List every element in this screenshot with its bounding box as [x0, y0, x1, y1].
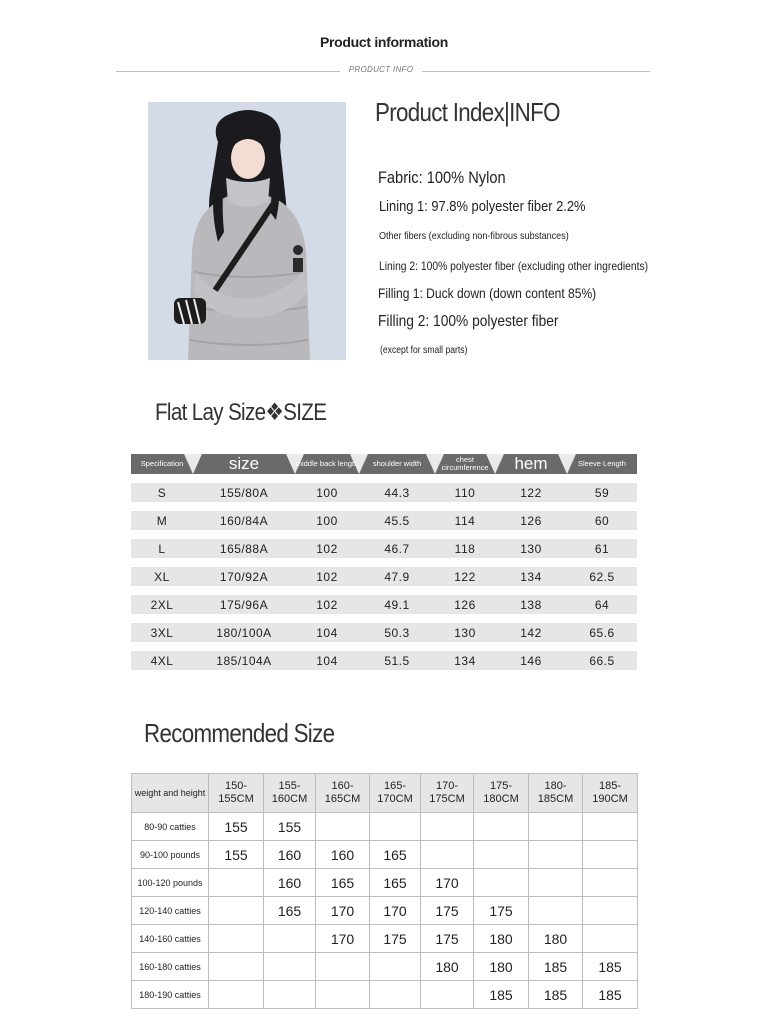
height-column-header: 150-155CM	[209, 774, 264, 813]
size-row	[131, 511, 637, 530]
size-cell: 100	[316, 485, 338, 500]
recommended-row	[132, 869, 638, 897]
size-cell: 64	[594, 597, 610, 612]
recommended-size-cell	[370, 813, 421, 841]
recommended-size-cell: 160	[316, 841, 370, 869]
size-cell: 66.5	[589, 653, 615, 668]
size-cell: 44.3	[384, 485, 410, 500]
recommended-size-cell	[316, 981, 370, 1009]
recommended-size-cell: 155	[209, 841, 264, 869]
recommended-size-cell: 165	[264, 897, 316, 925]
flat-lay-title: Flat Lay Size❖SIZE	[155, 399, 327, 426]
height-column-header: 160-165CM	[316, 774, 370, 813]
lining2-text: Lining 2: 100% polyester fiber (excluding other ingredients)	[379, 259, 649, 273]
page-subtitle: PRODUCT INFO	[348, 65, 414, 74]
height-column-header: 185-190CM	[583, 774, 638, 813]
size-header-cell: chest circumference	[441, 455, 489, 472]
size-cell: 146	[520, 653, 542, 668]
size-row	[131, 651, 637, 670]
recommended-size-cell: 180	[474, 925, 529, 953]
weight-row-label: 90-100 pounds	[132, 841, 209, 869]
recommended-size-cell: 170	[370, 897, 421, 925]
recommended-size-cell	[583, 869, 638, 897]
size-table	[131, 454, 637, 670]
except-text: (except for small parts)	[380, 345, 468, 356]
size-cell: 175/96A	[219, 597, 269, 612]
size-cell: 122	[520, 485, 542, 500]
size-cell: 134	[520, 569, 542, 584]
recommended-size-cell: 165	[370, 841, 421, 869]
size-cell: 3XL	[150, 625, 174, 640]
recommended-size-cell	[474, 841, 529, 869]
filling2-text: Filling 2: 100% polyester fiber	[378, 313, 559, 330]
recommended-size-cell	[264, 925, 316, 953]
recommended-size-cell: 165	[370, 869, 421, 897]
recommended-size-cell	[421, 813, 474, 841]
size-cell: 126	[520, 513, 542, 528]
size-cell: 170/92A	[219, 569, 269, 584]
height-column-header: 165-170CM	[370, 774, 421, 813]
recommended-size-cell	[209, 897, 264, 925]
size-cell: 47.9	[384, 569, 410, 584]
recommended-size-cell	[583, 813, 638, 841]
recommended-size-cell: 175	[474, 897, 529, 925]
size-cell: 126	[454, 597, 476, 612]
size-cell: 142	[520, 625, 542, 640]
size-row	[131, 483, 637, 502]
size-cell: L	[158, 541, 166, 556]
recommended-size-cell	[474, 813, 529, 841]
weight-row-label: 100-120 pounds	[132, 869, 209, 897]
size-cell: 110	[454, 485, 476, 500]
recommended-size-cell: 155	[209, 813, 264, 841]
size-cell: 102	[316, 597, 338, 612]
recommended-size-cell: 185	[583, 981, 638, 1009]
recommended-size-cell	[209, 869, 264, 897]
size-cell: 50.3	[384, 625, 410, 640]
recommended-size-cell	[583, 925, 638, 953]
size-cell: 104	[316, 625, 338, 640]
recommended-size-cell: 185	[474, 981, 529, 1009]
recommended-size-cell	[583, 841, 638, 869]
size-header-cell: shoulder width	[372, 459, 422, 468]
size-cell: 130	[454, 625, 476, 640]
size-cell: 122	[454, 569, 476, 584]
size-row	[131, 567, 637, 586]
recommended-size-cell	[421, 841, 474, 869]
height-column-header: 180-185CM	[529, 774, 583, 813]
size-cell: 45.5	[384, 513, 410, 528]
recommended-size-cell	[529, 897, 583, 925]
product-photo	[148, 102, 346, 360]
recommended-row	[132, 953, 638, 981]
other-fibers-text: Other fibers (excluding non-fibrous substances)	[379, 230, 569, 242]
size-cell: 100	[316, 513, 338, 528]
corner-header: weight and height	[132, 774, 209, 813]
recommended-table	[131, 773, 638, 1009]
size-header-cell: hem	[514, 454, 548, 473]
recommended-size-cell	[421, 981, 474, 1009]
recommended-size-cell	[529, 869, 583, 897]
size-cell: 61	[594, 541, 610, 556]
size-cell: XL	[154, 569, 170, 584]
weight-row-label: 80-90 catties	[132, 813, 209, 841]
recommended-row	[132, 981, 638, 1009]
product-info-title: Product Index|INFO	[375, 97, 560, 127]
recommended-size-cell: 155	[264, 813, 316, 841]
size-header-cell: middle back length	[295, 459, 359, 468]
size-cell: 165/88A	[219, 541, 269, 556]
size-cell: 104	[316, 653, 338, 668]
size-cell: 138	[520, 597, 542, 612]
size-cell: 180/100A	[216, 625, 272, 640]
recommended-size-cell: 170	[421, 869, 474, 897]
recommended-size-cell	[316, 813, 370, 841]
recommended-size-cell: 185	[529, 953, 583, 981]
recommended-header-row	[132, 774, 638, 813]
recommended-size-cell	[474, 869, 529, 897]
recommended-size-cell: 185	[529, 981, 583, 1009]
recommended-size-cell	[209, 981, 264, 1009]
recommended-row	[132, 897, 638, 925]
size-cell: 155/80A	[219, 485, 269, 500]
recommended-size-cell: 175	[421, 897, 474, 925]
recommended-row	[132, 841, 638, 869]
size-cell: 51.5	[384, 653, 410, 668]
size-table-body	[131, 483, 637, 670]
recommended-size-cell	[370, 981, 421, 1009]
recommended-row	[132, 925, 638, 953]
size-row	[131, 595, 637, 614]
filling1-text: Filling 1: Duck down (down content 85%)	[378, 285, 597, 301]
lining1-text: Lining 1: 97.8% polyester fiber 2.2%	[379, 198, 586, 215]
recommended-size-cell	[583, 897, 638, 925]
size-cell: 185/104A	[216, 653, 272, 668]
size-cell: 60	[594, 513, 610, 528]
size-row	[131, 623, 637, 642]
size-cell: 4XL	[150, 653, 174, 668]
size-cell: 102	[316, 569, 338, 584]
size-cell: 102	[316, 541, 338, 556]
size-table-header	[131, 454, 637, 474]
weight-row-label: 140-160 catties	[132, 925, 209, 953]
recommended-size-cell	[529, 813, 583, 841]
recommended-size-cell: 165	[316, 869, 370, 897]
size-cell: 160/84A	[219, 513, 269, 528]
height-column-header: 155-160CM	[264, 774, 316, 813]
height-column-header: 175-180CM	[474, 774, 529, 813]
recommended-size-cell	[316, 953, 370, 981]
size-cell: 118	[454, 541, 476, 556]
size-header-cell: Sleeve Length	[578, 459, 626, 468]
recommended-size-cell: 175	[370, 925, 421, 953]
size-header-cell: Specification	[140, 459, 184, 468]
size-cell: M	[156, 513, 168, 528]
recommended-size-cell	[209, 925, 264, 953]
weight-row-label: 120-140 catties	[132, 897, 209, 925]
recommended-row	[132, 813, 638, 841]
size-cell: 130	[520, 541, 542, 556]
recommended-body	[132, 813, 638, 1009]
recommended-size-cell: 175	[421, 925, 474, 953]
size-cell: 65.6	[589, 625, 615, 640]
weight-row-label: 160-180 catties	[132, 953, 209, 981]
weight-row-label: 180-190 catties	[132, 981, 209, 1009]
recommended-size-cell: 180	[529, 925, 583, 953]
recommended-size-cell	[264, 981, 316, 1009]
recommended-size-cell: 185	[583, 953, 638, 981]
recommended-size-cell: 180	[421, 953, 474, 981]
header-divider-right	[422, 71, 650, 72]
size-row	[131, 539, 637, 558]
size-cell: 114	[454, 513, 476, 528]
recommended-size-cell: 180	[474, 953, 529, 981]
size-cell: 59	[594, 485, 610, 500]
height-column-header: 170-175CM	[421, 774, 474, 813]
recommended-size-cell	[370, 953, 421, 981]
size-header-cell: size	[228, 454, 260, 473]
header-divider-left	[116, 71, 340, 72]
recommended-size-cell	[529, 841, 583, 869]
size-cell: 49.1	[384, 597, 410, 612]
recommended-size-cell: 160	[264, 869, 316, 897]
recommended-title: Recommended Size	[144, 718, 335, 748]
recommended-size-cell	[209, 953, 264, 981]
size-cell: 46.7	[384, 541, 410, 556]
recommended-size-cell: 170	[316, 925, 370, 953]
size-cell: 2XL	[150, 597, 174, 612]
size-cell: 134	[454, 653, 476, 668]
recommended-size-cell: 170	[316, 897, 370, 925]
recommended-size-cell	[264, 953, 316, 981]
page-title: Product information	[319, 34, 449, 50]
recommended-size-cell: 160	[264, 841, 316, 869]
size-cell: S	[157, 485, 167, 500]
size-cell: 62.5	[589, 569, 615, 584]
fabric-text: Fabric: 100% Nylon	[378, 168, 506, 187]
